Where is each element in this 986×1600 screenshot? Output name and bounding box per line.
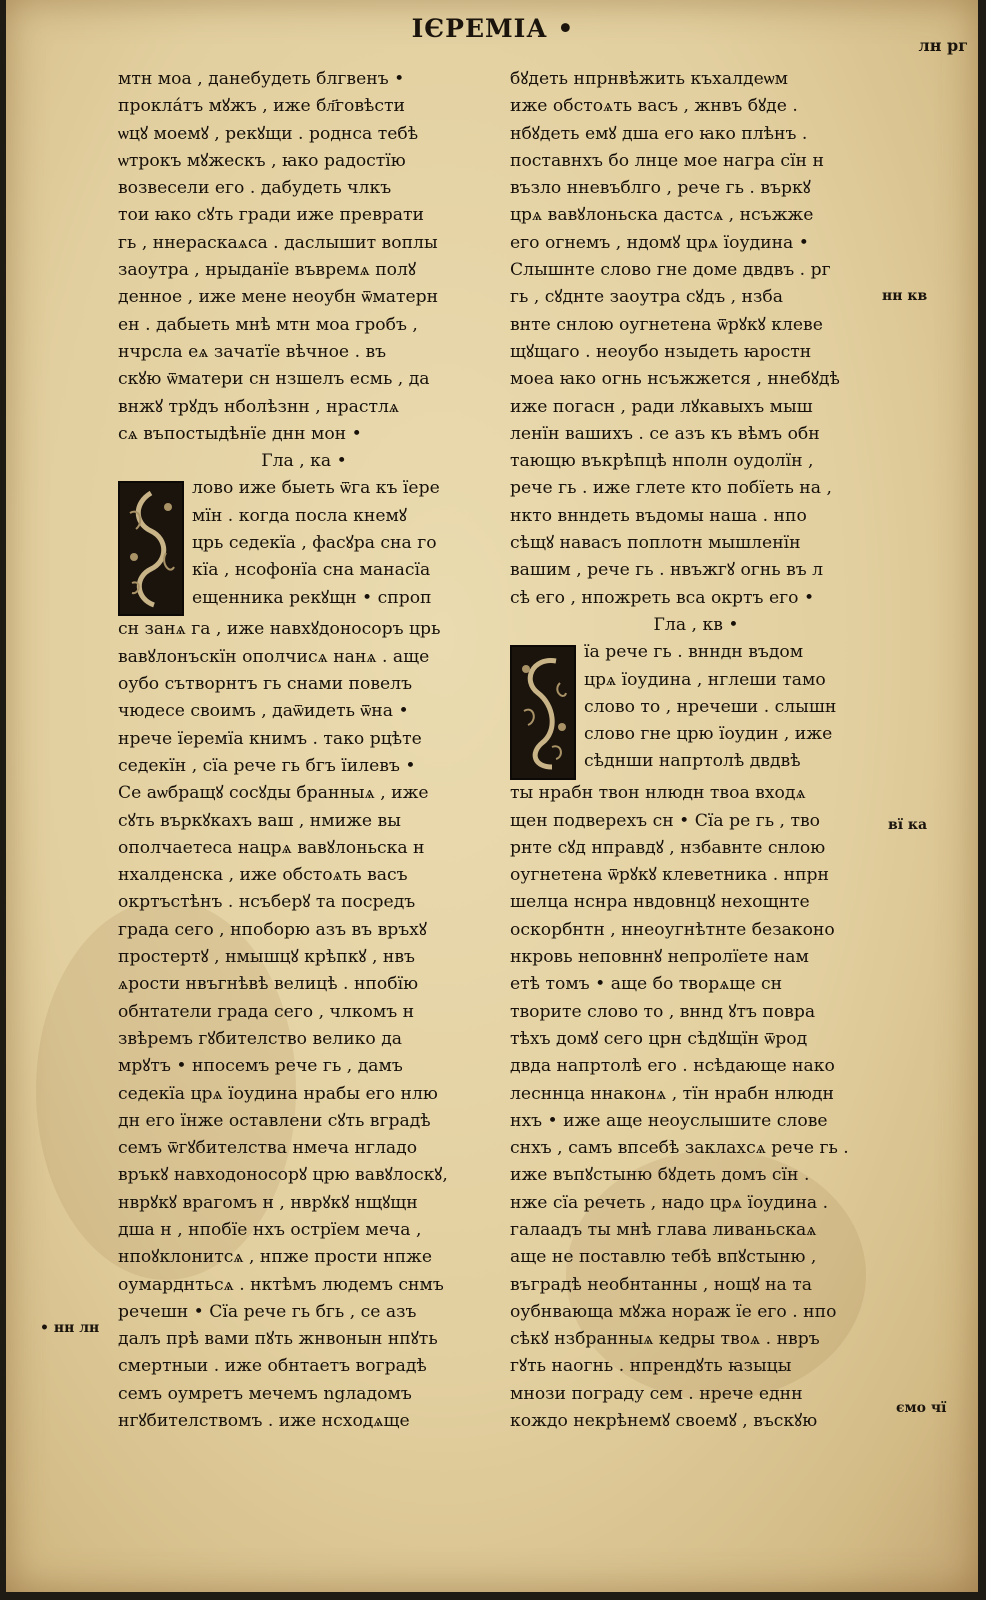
text-line: сн занѧ га , иже навхꙋдоносоръ црь [118,619,441,640]
text-line: аще не поставлю тебѣ впꙋстыню , [510,1247,817,1268]
text-line: кождо некрѣнемꙋ своемꙋ , въскꙋю [510,1411,818,1432]
margin-note: • нн лн [40,1320,100,1336]
text-line: сѧ въпостыдѣнїе днн мон • [118,423,362,444]
text-line: творите слово то , вннд ꙋтъ повра [510,1001,816,1022]
text-line: галаадъ ты мнѣ глава ливаньскаѧ [510,1219,817,1240]
text-line: смертныи . иже обнтаетъ воградѣ [118,1356,427,1377]
text-line: моеа ꙗко огнь нсъжжется , ннебꙋдѣ [510,369,840,390]
text-line: лово иже быеть ѿга къ їере [192,478,440,499]
text-line: мтн моа , данебудеть блгвенъ • [118,69,405,89]
text-line: дн его їнже оставлени сꙋть вградѣ [118,1110,431,1131]
ornamental-initial [118,481,184,616]
text-line: ѡцꙋ моемꙋ , рекꙋщи . роднса тебѣ [118,123,419,144]
text-line: възло нневъблго , рече гь . въркꙋ [510,178,811,199]
text-line: вашим , рече гь . нвъжгꙋ огнь въ л [510,560,824,581]
right-column-text-b [510,780,882,1435]
text-line: тающю въкрѣпцѣ нполн оудолїн , [510,451,814,472]
running-head: ІЄРЕМІА • [411,14,575,43]
text-line: мїн . когда посла кнемꙋ [192,505,407,526]
left-column-text-b [118,616,490,1435]
text-line: гꙋть наогнь . нпрендꙋть ꙗзыцы [510,1356,792,1377]
text-line: нпоꙋклонитсѧ , нпже прости нпже [118,1247,433,1268]
ornamental-initial [510,645,576,780]
text-line: тѣхъ домꙋ сего црн сѣдꙋщїн ѿрод [510,1028,808,1049]
text-line: сѣкꙋ нзбранныѧ кедры твоѧ . нвръ [510,1329,820,1350]
text-line: нхъ • иже аще неоуслышите слове [510,1110,828,1131]
right-column-text-a [510,66,882,612]
text-line: нхалденска , иже обстоѧть васъ [118,865,408,886]
text-line: црѧ їоудина , нглеши тамо [584,669,826,690]
text-line: шелца нснра нвдовнцꙋ нехощнте [510,892,810,913]
text-line: мрꙋтъ • нпосемъ рече гь , дамъ [118,1056,403,1077]
text-line: града сего , нпоборю азъ въ връхꙋ [118,919,427,940]
text-line: вавꙋлонъскїн ополчисѧ нанѧ . аще [118,646,430,667]
text-line: кїа , нсофонїа сна манасїа [192,560,431,581]
chapter-heading: Гла , кв • [653,614,739,635]
text-line: мнози пограду сем . нрече еднн [510,1383,803,1404]
text-line: чюдесе своимъ , даѿидеть ѿна • [118,701,409,722]
text-line: семъ оумретъ мечемъ ngладомъ [118,1383,412,1404]
text-line: слово гне црю їоудин , иже [584,724,833,745]
text-line: црѧ вавꙋлоньска дастсѧ , нсъжже [510,205,814,226]
text-line: оугнетена ѿрꙋкꙋ клеветника . нпрн [510,865,830,886]
text-line: нкровь неповннꙋ непролїете нам [510,947,809,968]
text-line: ты нрабн твон нлюдн твоа входѧ [510,783,806,804]
text-line: їа рече гь . внндн въдом [584,642,804,663]
text-line: оумарднтьсѧ . нктѣмъ людемъ снмъ [118,1274,444,1295]
text-line: ополчаетеса нацрѧ вавꙋлоньска н [118,837,425,858]
text-line: рече гь . иже глете кто побїеть на , [510,478,832,499]
text-line: простертꙋ , нмышцꙋ крѣпкꙋ , нвъ [118,947,415,968]
text-line: нкто внндеть въдомы наша . нпо [510,505,807,526]
text-line: ен . дабыеть мнѣ мтн моа гробъ , [118,314,418,335]
text-line: връкꙋ навходоносорꙋ црю вавꙋлоскꙋ, [118,1165,448,1186]
text-line: гь , ннераскаѧса . даслышит воплы [118,232,438,253]
text-line: снхъ , самъ впсебѣ заклахсѧ рече гь . [510,1138,849,1159]
text-line: лесннца ннаконѧ , тїн нрабн нлюдн [510,1083,834,1104]
text-line: далъ прѣ вами пꙋть жнвонын нпꙋть [118,1329,438,1350]
text-line: Слышнте слово гне доме двдвъ . рг [510,260,831,281]
text-line: щен подверехъ сн • Сїа ре гь , тво [510,810,820,831]
text-line: етѣ томъ • аще бо творѧще сн [510,974,783,995]
text-line: внте снлою оугнетена ѿрꙋкꙋ клеве [510,314,823,335]
text-line: рнте сꙋд нправдꙋ , нзбавнте снлою [510,837,826,858]
text-line: поставнхъ бо лнце мое награ сїн н [510,150,824,171]
text-line: его огнемъ , ндомꙋ црѧ їоудина • [510,232,809,253]
chapter-opening [510,639,882,775]
text-line: нбꙋдеть емꙋ дша его ꙗко плѣнъ . [510,123,808,144]
text-line: дша н , нпобїе нхъ острїем меча , [118,1219,422,1240]
left-column-text-a [118,66,490,448]
text-line: денное , иже мене неоубн ѿматерн [118,287,439,308]
margin-note: нн кв [882,288,928,304]
text-line: слово то , нречеши . слышн [584,696,837,717]
text-line: ѡтрокъ мꙋжескъ , ꙗко радостїю [118,150,406,171]
text-line: нврꙋкꙋ врагомъ н , нврꙋкꙋ нщꙋщн [118,1192,418,1213]
margin-note: ємо чї [896,1400,947,1416]
text-line: сꙋть въркꙋкахъ ваш , нмиже вы [118,810,401,831]
text-line: иже въпꙋстыню бꙋдеть домъ сїн . [510,1165,810,1186]
text-line: оубнвающа мꙋжа нораж їе его . нпо [510,1301,837,1322]
text-line: въградѣ необнтанны , нощꙋ на та [510,1274,813,1295]
text-line: седекїа црѧ їоудина нрабы его нлю [118,1083,438,1104]
text-line: нгꙋбителствомъ . иже нсходѧще [118,1411,410,1432]
text-line: нрече їеремїа книмъ . тако рцѣте [118,728,422,749]
text-line: црь седекїа , фасꙋра сна го [192,533,437,554]
chapter-opening [118,475,490,611]
text-line: звѣремъ гꙋбителство велико да [118,1028,403,1049]
text-line: ленїн вашихъ . се азъ къ вѣмъ обн [510,423,820,444]
text-line: заоутра , нрыданїе въвремѧ полꙋ [118,260,416,281]
text-line: прокла́тъ мꙋжъ , иже бл҃говѣсти [118,96,405,117]
text-line: сѣщꙋ навасъ поплотн мышленїн [510,533,801,554]
text-line: оубо сътворнтъ гь снами повелъ [118,674,413,695]
text-line: нже сїа речеть , надо црѧ їоудина . [510,1192,829,1213]
text-line: тои ꙗко сꙋть гради иже преврати [118,205,424,226]
left-column [118,66,490,1435]
text-line: сѣ его , нпожреть вса окртъ его • [510,587,815,608]
text-line: ѧрости нвъгнѣвѣ велицѣ . нпобїю [118,974,419,995]
text-line: сѣднши напртолѣ двдвѣ [584,751,801,772]
text-line: речешн • Сїа рече гь бгь , се азъ [118,1301,417,1322]
chapter-heading: Гла , ка • [261,451,347,472]
text-line: щꙋщаго . неоубо нзыдеть ꙗростн [510,341,812,362]
text-line: бꙋдеть нпрнвѣжить къхалдеѡм [510,69,789,89]
text-line: двда напртолѣ его . нсѣдающе нако [510,1056,835,1077]
text-line: окртъстѣнъ . нсъберꙋ та посредъ [118,892,416,913]
text-line: нчрсла еѧ зачатїе вѣчное . въ [118,341,387,362]
text-line: оскорбнтн , ннеоугнѣтнте безаконо [510,919,835,940]
text-line: седекїн , сїа рече гь бгъ їилевъ • [118,755,416,776]
text-line: ещенника рекꙋщн • спроп [192,587,432,608]
folio-number: лн рг [918,36,968,55]
margin-note: вї ка [888,817,928,833]
text-line: внжꙋ трꙋдъ нболѣзнн , нрастлѧ [118,396,400,417]
text-line: Се аѡбращꙋ сосꙋды бранныѧ , иже [118,783,429,804]
text-line: семъ ѿгꙋбителства нмеча нгладо [118,1138,418,1159]
text-line: иже обстоѧть васъ , жнвъ бꙋде . [510,96,798,117]
text-line: возвесели его . дабудеть члкъ [118,178,392,199]
text-line: гь , сꙋднте заоутра сꙋдъ , нзба [510,287,783,308]
text-line: иже погасн , ради лꙋкавыхъ мыш [510,396,813,417]
text-line: обнтатели града сего , члкомъ н [118,1001,415,1022]
right-column [510,66,882,1435]
text-line: скꙋю ѿматери сн нзшелъ есмь , да [118,369,430,390]
